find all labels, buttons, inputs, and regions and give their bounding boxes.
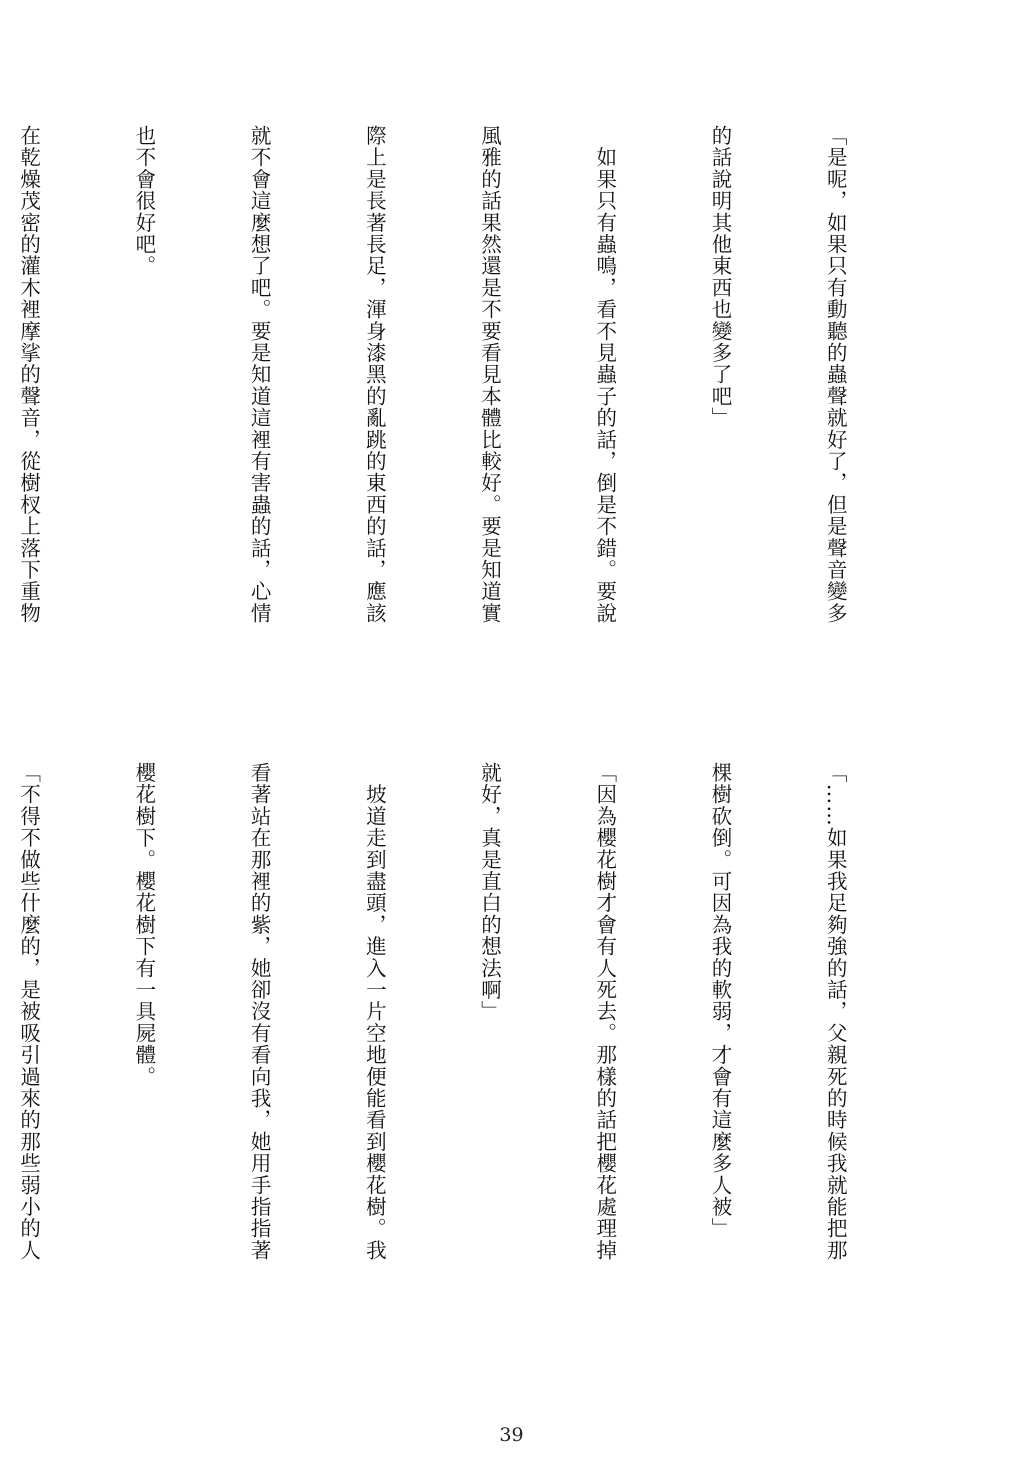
text-line: 看著站在那裡的紫，她卻沒有看向我，她用手指指著 xyxy=(247,762,272,1262)
text-line: 風雅的話果然還是不要看見本體比較好。要是知道實 xyxy=(477,125,502,625)
text-line: 櫻花樹下。櫻花樹下有一具屍體。 xyxy=(131,762,156,1088)
text-line: 「……如果我足夠強的話，父親死的時候我就能把那 xyxy=(823,762,848,1262)
text-line: 「因為櫻花樹才會有人死去。那樣的話把櫻花處理掉 xyxy=(592,762,617,1262)
text-line: 就不會這麼想了吧。要是知道這裡有害蟲的話，心情 xyxy=(247,125,272,625)
text-line: 「是呢，如果只有動聽的蟲聲就好了，但是聲音變多 xyxy=(823,125,848,625)
bottom-text-block xyxy=(0,762,931,1342)
text-line: 際上是長著長足，渾身漆黑的亂跳的東西的話，應該 xyxy=(362,125,387,625)
text-line: 也不會很好吧。 xyxy=(131,125,156,277)
text-line: 如果只有蟲鳴，看不見蟲子的話，倒是不錯。要說 xyxy=(592,125,617,625)
top-text-block xyxy=(0,125,931,700)
text-line: 坡道走到盡頭，進入一片空地便能看到櫻花樹。我 xyxy=(362,762,387,1262)
text-line: 的話說明其他東西也變多了吧」 xyxy=(707,125,732,429)
text-line: 棵樹砍倒。可因為我的軟弱，才會有這麼多人被」 xyxy=(707,762,732,1240)
text-line: 就好，真是直白的想法啊」 xyxy=(477,762,502,1023)
page-number: 39 xyxy=(499,1424,524,1446)
text-line: 在乾燥茂密的灌木裡摩挲的聲音，從樹杈上落下重物 xyxy=(16,125,41,625)
text-line: 「不得不做些什麼的，是被吸引過來的那些弱小的人 xyxy=(16,762,41,1262)
